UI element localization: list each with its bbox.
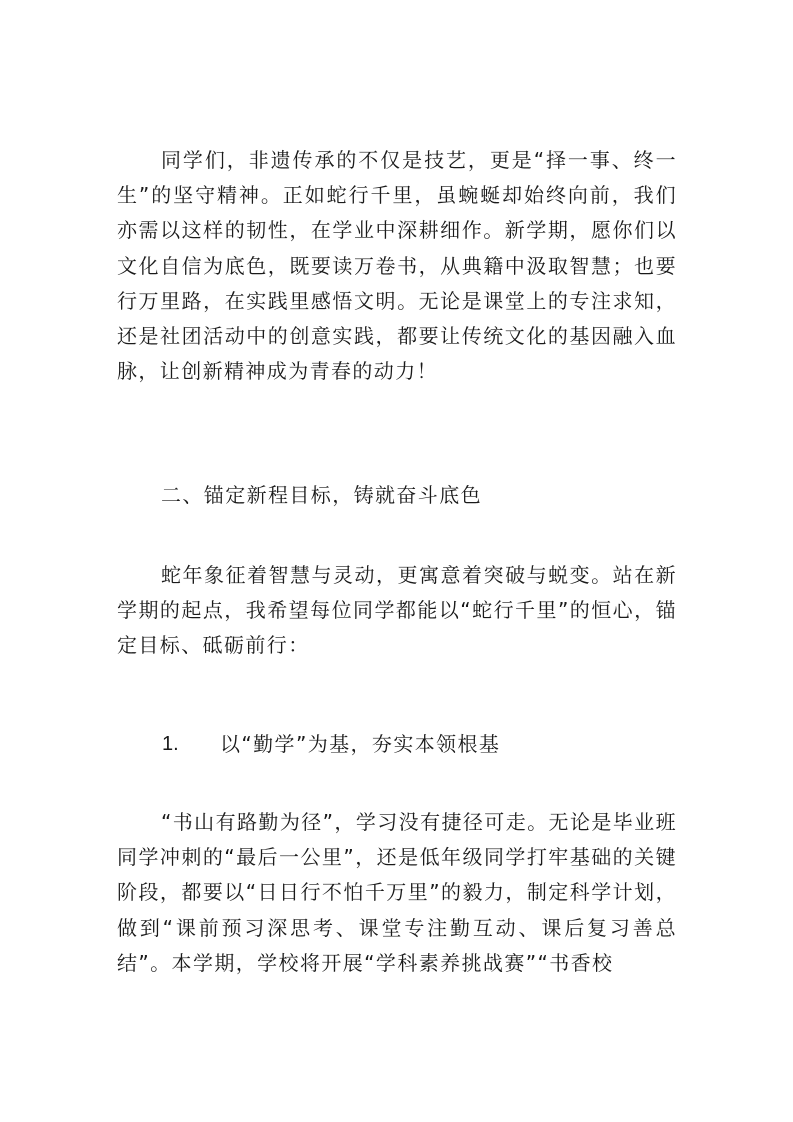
list-item-number: 1. xyxy=(162,733,179,755)
paragraph-heritage-spirit: 同学们，非遗传承的不仅是技艺，更是“择一事、终一生”的坚守精神。正如蛇行千里，虽蜿蜒却始终向前，我们亦需以这样的韧性，在学业中深耕细作。新学期，愿你们以文化自信为底色，既要读万卷书，从典籍中汲取智慧；也要行万里路，在实践里感悟文明。无论是课堂上的专注求知，还是社团活动中的创意实践，都要让传统文化的基因融入血脉，让创新精神成为青春的动力！ xyxy=(117,148,677,384)
paragraph-snake-year: 蛇年象征着智慧与灵动，更寓意着突破与蜕变。站在新学期的起点，我希望每位同学都能以“蛇行千里”的恒心，锚定目标、砥砺前行： xyxy=(117,563,677,658)
list-item-heading-1 xyxy=(162,727,500,762)
list-item-title: 以“勤学”为基，夯实本领根基 xyxy=(220,732,501,756)
section-heading-2: 二、锚定新程目标，铸就奋斗底色 xyxy=(161,483,482,507)
paragraph-diligent-study: “书山有路勤为径”，学习没有捷径可走。无论是毕业班同学冲刺的“最后一公里”，还是低年级同学打牢基础的关键阶段，都要以“日日行不怕千万里”的毅力，制定科学计划，做到“课前预习深思考、课堂专注勤互动、课后复习善总结”。本学期，学校将开展“学科素养挑战赛”“书香校 xyxy=(117,810,677,975)
